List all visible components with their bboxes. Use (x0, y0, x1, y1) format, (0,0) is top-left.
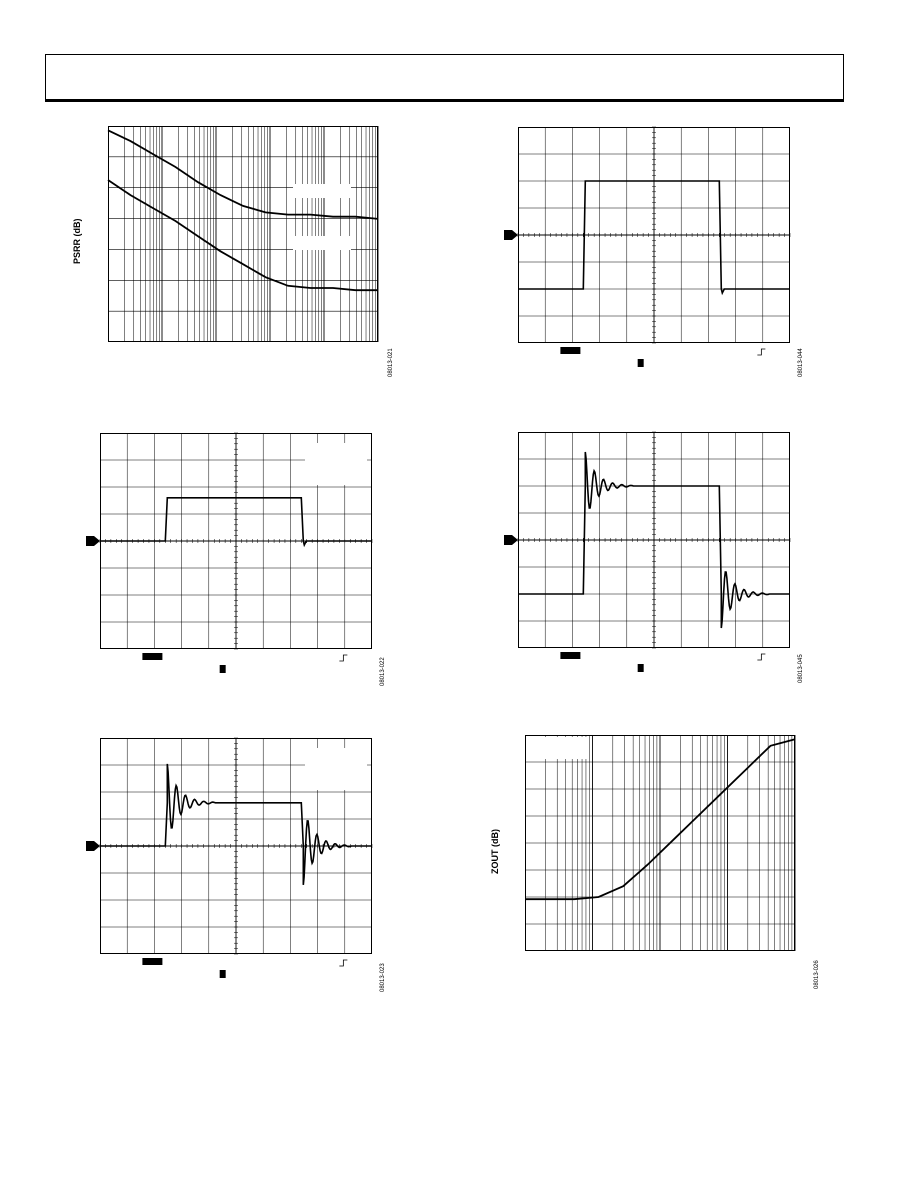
psrr-legend-blank-2 (293, 236, 351, 250)
figure-psrr (108, 126, 378, 342)
scope-4-trigger-icon (339, 960, 347, 966)
scope-1-channel-box (560, 347, 580, 354)
scope-1-ground-marker (504, 230, 518, 240)
scope-4-channel-box (142, 958, 162, 965)
figure-scope-4 (100, 738, 372, 954)
figure-id-psrr: 08013-021 (388, 348, 394, 377)
scope-1-scale-box (638, 359, 644, 367)
figure-id-scope-1: 08013-044 (798, 348, 804, 377)
scope-1-chart (518, 127, 790, 343)
scope-1-trigger-icon (757, 349, 765, 355)
scope-2-trigger-icon (339, 655, 347, 661)
page-header (45, 54, 844, 102)
scope-3-scale-box (638, 664, 644, 672)
figure-zout (525, 735, 795, 951)
psrr-frame (109, 127, 378, 342)
figure-id-scope-4: 08013-023 (380, 963, 386, 992)
figure-id-zout: 08013-026 (814, 960, 820, 989)
scope-2-legend-blank (305, 443, 367, 485)
scope-4-scale-box (220, 970, 226, 978)
scope-4-chart (100, 738, 372, 954)
psrr-legend-blank-1 (293, 184, 351, 198)
zout-axis-label: ZOUT (dB) (490, 829, 500, 874)
scope-2-channel-box (142, 653, 162, 660)
scope-3-ground-marker (504, 535, 518, 545)
psrr-axis-label: PSRR (dB) (72, 218, 82, 264)
figure-scope-3 (518, 432, 790, 648)
scope-3-channel-box (560, 652, 580, 659)
scope-2-scale-box (220, 665, 226, 673)
psrr-chart (108, 126, 378, 342)
scope-2-chart (100, 433, 372, 649)
figure-id-scope-2: 08013-022 (380, 657, 386, 686)
scope-4-ground-marker (86, 841, 100, 851)
figure-id-scope-3: 08013-045 (798, 654, 804, 683)
zout-legend-blank (527, 737, 587, 759)
scope-4-legend-blank (305, 748, 367, 790)
zout-chart (525, 735, 795, 951)
figure-scope-1 (518, 127, 790, 343)
scope-3-chart (518, 432, 790, 648)
figure-scope-2 (100, 433, 372, 649)
scope-3-trigger-icon (757, 654, 765, 660)
scope-2-ground-marker (86, 536, 100, 546)
